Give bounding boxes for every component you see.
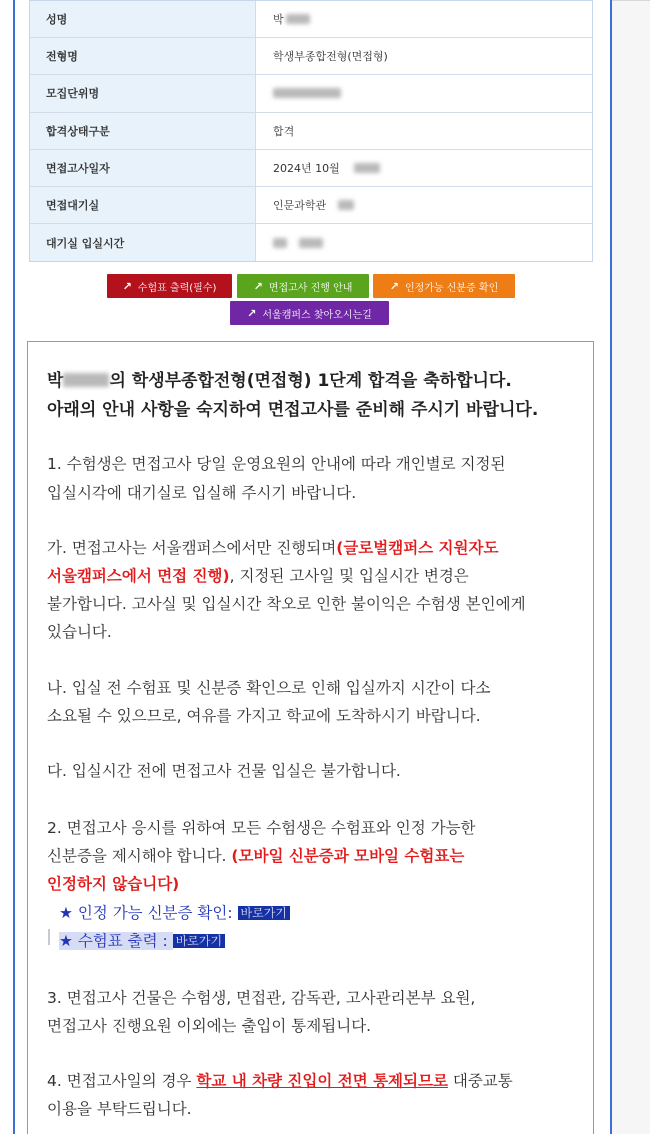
masked-text [338,200,354,210]
item-ga-line-1: 가. 면접고사는 서울캠퍼스에서만 진행되며(글로벌캠퍼스 지원자도 [47,539,499,557]
interview-guide-label: 면접고사 진행 안내 [268,282,353,294]
masked-text [273,88,341,98]
item-ga-line-2: 서울캠퍼스에서 면접 진행), 지정된 고사일 및 입실시간 변경은 [47,567,469,585]
section-1-line-1: 1. 수험생은 면접고사 당일 운영요원의 안내에 따라 개인별로 지정된 [47,455,506,473]
directions-label: 서울캠퍼스 찾아오시는길 [262,309,372,321]
row-value [256,75,592,111]
room-value: 인문과학관 [273,199,327,213]
applicant-info-table [29,0,593,262]
item-ga-line-4: 있습니다. [47,623,112,641]
print-ticket-label: 수험표 출력(필수) [137,282,217,294]
row-value [256,150,592,186]
masked-text [354,163,380,173]
row-label: 합격상태구분 [30,113,256,149]
row-label: 면접고사일자 [30,150,256,186]
external-link-icon: ↗ [247,306,257,320]
congratulation-heading: 박 의 학생부종합전형(면접형) 1단계 합격을 축하합니다. [47,371,512,391]
external-link-icon: ↗ [389,279,399,293]
section-3-line-2: 면접고사 진행요원 이외에는 출입이 통제됩니다. [47,1017,372,1035]
item-da-line-1: 다. 입실시간 전에 면접고사 건물 입실은 불가합니다. [47,762,401,780]
row-label: 대기실 입실시간 [30,224,256,261]
item-ga-line-3: 불가합니다. 고사실 및 입실시간 착오로 인한 불이익은 수험생 본인에게 [47,595,526,613]
table-row [30,113,592,150]
text-cursor-mark [48,929,50,945]
masked-text [273,238,287,248]
section-4-line-2: 이용을 부탁드립니다. [47,1100,192,1118]
frame-border-left [13,0,15,1134]
external-link-icon: ↗ [122,279,132,293]
section-2-line-3: 인정하지 않습니다) [47,875,180,893]
ticket-print-shortcut-link[interactable]: 바로가기 [173,934,225,948]
name-value: 박 [273,13,284,27]
frame-border-right [610,0,612,1134]
instruction-heading: 아래의 안내 사항을 숙지하여 면접고사를 준비해 주시기 바랍니다. [47,400,539,420]
item-na-line-1: 나. 입실 전 수험표 및 신분증 확인으로 인해 입실까지 시간이 다소 [47,679,491,697]
item-na-line-2: 소요될 수 있으므로, 여유를 가지고 학교에 도착하시기 바랍니다. [47,707,481,725]
side-panel [612,0,650,1134]
row-value: 학생부종합전형(면접형) [273,50,388,64]
row-label: 면접대기실 [30,187,256,223]
row-value [256,224,592,261]
row-label: 모집단위명 [30,75,256,111]
masked-text [286,14,310,24]
table-row [30,224,592,261]
row-label: 성명 [30,1,256,37]
table-row [30,1,592,38]
section-4-line-1: 4. 면접고사일의 경우 학교 내 차량 진입이 전면 통제되므로 대중교통 [47,1072,513,1090]
row-label: 전형명 [30,38,256,74]
masked-text [299,238,323,248]
id-check-shortcut-link[interactable]: 바로가기 [238,906,290,920]
section-2-line-1: 2. 면접고사 응시를 위하여 모든 수험생은 수험표와 인정 가능한 [47,819,476,837]
directions-button[interactable] [230,301,389,325]
table-row [30,150,592,187]
table-row [30,38,592,75]
id-check-link-line: ★ 인정 가능 신분증 확인: 바로가기 [59,901,290,923]
frame-divider [610,0,650,1]
interview-guide-button[interactable] [237,274,369,298]
table-row [30,187,592,224]
row-value: 합격 [273,124,295,138]
table-row [30,75,592,112]
ticket-print-link-line: ★ 수험표 출력 : 바로가기 [59,929,225,951]
row-value [256,1,592,37]
section-2-line-2: 신분증을 제시해야 합니다. (모바일 신분증과 모바일 수험표는 [47,847,465,865]
row-value [256,187,592,223]
section-3-line-1: 3. 면접고사 건물은 수험생, 면접관, 감독관, 고사관리본부 요원, [47,989,476,1007]
masked-text [63,373,109,387]
date-value: 2024년 10월 [273,161,340,175]
id-check-label: 인정가능 신분증 확인 [404,282,499,294]
id-check-button[interactable] [373,274,515,298]
external-link-icon: ↗ [253,279,263,293]
section-1-line-2: 입실시각에 대기실로 입실해 주시기 바랍니다. [47,484,357,502]
print-ticket-button[interactable] [107,274,232,298]
